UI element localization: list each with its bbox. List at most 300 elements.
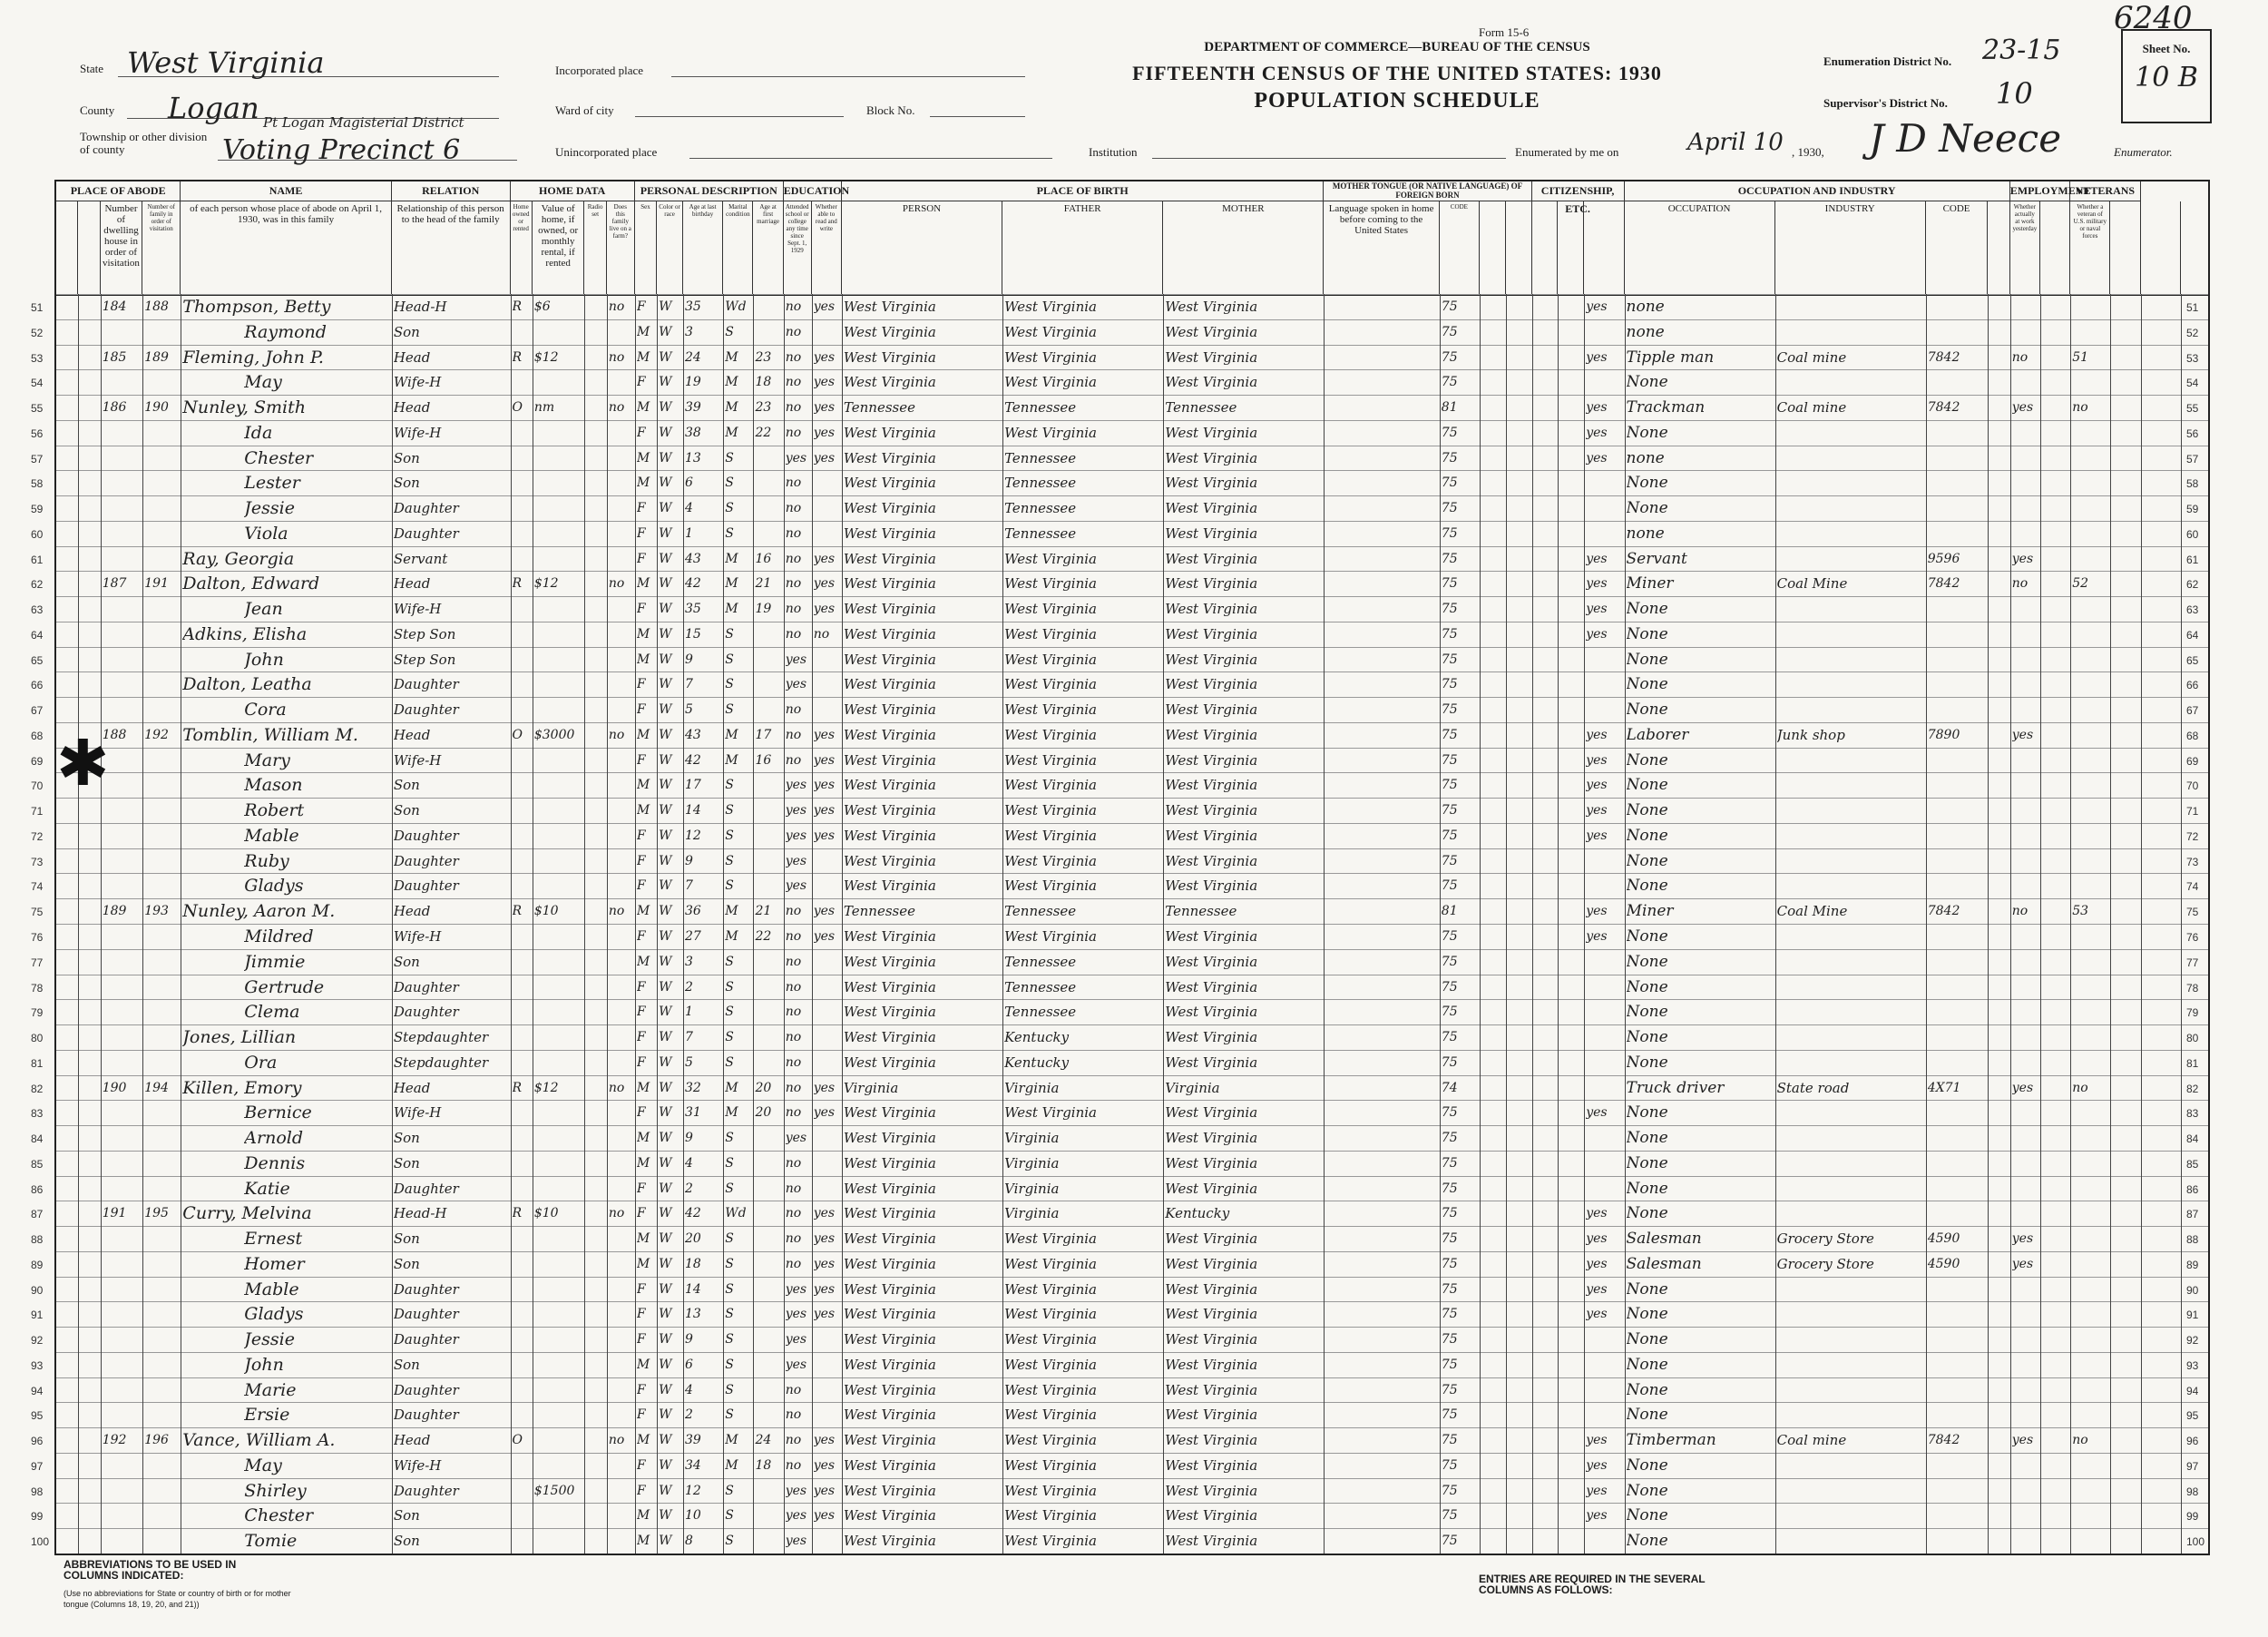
cell-code: 75 bbox=[1441, 778, 1458, 793]
cell-name: Ray, Georgia bbox=[182, 548, 295, 569]
cell-sex: M bbox=[636, 324, 650, 339]
cell-sex: M bbox=[636, 1131, 650, 1146]
cell-vet: 53 bbox=[2072, 904, 2089, 919]
cell-mb: West Virginia bbox=[1165, 500, 1258, 517]
cell-pb: West Virginia bbox=[843, 978, 936, 995]
cell-eng: yes bbox=[1586, 1206, 1608, 1221]
cell-pb: West Virginia bbox=[843, 374, 936, 391]
cell-eng: yes bbox=[1586, 1231, 1608, 1247]
row-number: 56 bbox=[2186, 426, 2199, 440]
row-number: 86 bbox=[31, 1182, 44, 1196]
cell-occ: None bbox=[1626, 650, 1668, 669]
column-header: Number of dwelling house in order of visitation bbox=[101, 201, 143, 294]
cell-vet: no bbox=[2072, 400, 2088, 416]
cell-sch: no bbox=[785, 324, 802, 339]
cell-fb: West Virginia bbox=[1004, 726, 1097, 743]
cell-race: W bbox=[659, 1457, 672, 1473]
row-number: 85 bbox=[2186, 1157, 2199, 1171]
cell-age: 2 bbox=[684, 1407, 693, 1423]
cell-race: W bbox=[659, 1281, 672, 1297]
table-row bbox=[31, 823, 2208, 848]
cell-fb: Tennessee bbox=[1004, 500, 1077, 517]
cell-mar: S bbox=[725, 702, 734, 718]
cell-code: 75 bbox=[1441, 1030, 1458, 1045]
cell-race: W bbox=[659, 1332, 672, 1348]
column-header: Radio set bbox=[584, 201, 606, 294]
cell-farm: no bbox=[608, 904, 625, 919]
cell-race: W bbox=[659, 1382, 672, 1397]
cell-rel: Son bbox=[393, 323, 420, 340]
cell-code: 75 bbox=[1441, 803, 1458, 818]
row-number: 54 bbox=[31, 377, 44, 390]
column-group-header: HOME DATA bbox=[511, 181, 635, 201]
cell-sex: M bbox=[636, 349, 650, 365]
cell-pb: West Virginia bbox=[843, 1255, 936, 1272]
table-row bbox=[31, 446, 2208, 471]
cell-sch: yes bbox=[785, 853, 807, 868]
cell-rd: yes bbox=[813, 727, 836, 742]
cell-occ: None bbox=[1626, 474, 1668, 493]
cell-vet: 51 bbox=[2072, 349, 2089, 365]
row-number: 52 bbox=[31, 326, 44, 339]
cell-rd: yes bbox=[813, 778, 836, 793]
cell-sex: M bbox=[636, 1155, 650, 1171]
cell-code: 75 bbox=[1441, 1407, 1458, 1423]
row-number: 51 bbox=[2186, 301, 2199, 314]
cell-sex: M bbox=[636, 778, 650, 793]
cell-eng: yes bbox=[1586, 727, 1608, 742]
cell-pb: West Virginia bbox=[843, 475, 936, 492]
cell-sex: F bbox=[636, 1382, 646, 1397]
cell-name: Tomblin, William M. bbox=[182, 724, 358, 745]
cell-rel: Son bbox=[393, 475, 420, 492]
cell-rel: Head bbox=[393, 575, 431, 593]
cell-mb: West Virginia bbox=[1165, 299, 1258, 315]
cell-name: John bbox=[244, 649, 284, 670]
cell-pb: Virginia bbox=[843, 1079, 899, 1096]
cell-mar: S bbox=[725, 1332, 734, 1348]
enum-district-label: Enumeration District No. bbox=[1823, 54, 1952, 68]
cell-occ: None bbox=[1626, 1153, 1668, 1172]
cell-own: O bbox=[512, 727, 523, 742]
incorporated-label: Incorporated place bbox=[555, 64, 644, 77]
table-row bbox=[31, 1125, 2208, 1151]
cell-race: W bbox=[659, 1131, 672, 1146]
cell-sch: no bbox=[785, 979, 802, 995]
cell-name: Dennis bbox=[244, 1152, 306, 1173]
cell-sex: M bbox=[636, 1433, 650, 1448]
cell-name: Clema bbox=[244, 1002, 300, 1023]
cell-sch: no bbox=[785, 1054, 802, 1070]
cell-sch: no bbox=[785, 1105, 802, 1121]
row-number: 91 bbox=[2186, 1309, 2199, 1322]
cell-mar: S bbox=[725, 979, 734, 995]
cell-eng: yes bbox=[1586, 1508, 1608, 1524]
row-number: 75 bbox=[2186, 906, 2199, 919]
cell-race: W bbox=[659, 1534, 672, 1549]
cell-fb: West Virginia bbox=[1004, 424, 1097, 441]
cell-rel: Son bbox=[393, 1154, 420, 1171]
cell-name: Chester bbox=[244, 1505, 314, 1526]
column-header: Home owned or rented bbox=[511, 201, 533, 294]
cell-mar: S bbox=[725, 1005, 734, 1020]
cell-mar: S bbox=[725, 1054, 734, 1070]
cell-sch: yes bbox=[785, 1483, 807, 1498]
row-number: 98 bbox=[31, 1485, 44, 1498]
cell-fb: West Virginia bbox=[1004, 1230, 1097, 1248]
cell-pb: West Virginia bbox=[843, 1482, 936, 1499]
column-header bbox=[78, 201, 100, 294]
cell-sex: F bbox=[636, 979, 646, 995]
cell-rd: yes bbox=[813, 1080, 836, 1095]
row-number: 60 bbox=[2186, 527, 2199, 541]
cell-race: W bbox=[659, 576, 672, 592]
cell-fb: Kentucky bbox=[1004, 1029, 1070, 1046]
cell-eng: yes bbox=[1586, 1433, 1608, 1448]
cell-fb: West Virginia bbox=[1004, 802, 1097, 819]
population-table bbox=[31, 180, 2210, 1555]
cell-sch: yes bbox=[785, 450, 807, 466]
row-number: 74 bbox=[2186, 880, 2199, 894]
cell-fb: West Virginia bbox=[1004, 676, 1097, 693]
cell-mb: West Virginia bbox=[1165, 827, 1258, 844]
cell-eng: yes bbox=[1586, 752, 1608, 768]
column-divider bbox=[2070, 294, 2071, 1554]
cell-sch: no bbox=[785, 375, 802, 390]
cell-code: 75 bbox=[1441, 626, 1458, 642]
cell-age: 7 bbox=[684, 677, 693, 692]
cell-eng: yes bbox=[1586, 1256, 1608, 1271]
cell-rd: yes bbox=[813, 450, 836, 466]
table-row bbox=[31, 975, 2208, 1000]
column-divider bbox=[101, 294, 102, 1554]
cell-sch: no bbox=[785, 1382, 802, 1397]
cell-occ: None bbox=[1626, 1053, 1668, 1072]
row-number: 91 bbox=[31, 1309, 44, 1322]
cell-occ: None bbox=[1626, 1103, 1668, 1122]
cell-name: Ernest bbox=[244, 1229, 303, 1250]
cell-mb: Virginia bbox=[1165, 1079, 1220, 1096]
cell-race: W bbox=[659, 400, 672, 416]
cell-sex: F bbox=[636, 1483, 646, 1498]
table-row bbox=[31, 647, 2208, 672]
cell-ind: Coal mine bbox=[1776, 399, 1847, 417]
cell-fb: West Virginia bbox=[1004, 374, 1097, 391]
cell-mar: M bbox=[725, 752, 738, 768]
column-group-header: VETERANS bbox=[2070, 181, 2141, 201]
cell-farm: no bbox=[608, 727, 625, 742]
cell-age: 1 bbox=[684, 525, 693, 541]
cell-mb: West Virginia bbox=[1165, 601, 1258, 618]
cell-pb: West Virginia bbox=[843, 726, 936, 743]
column-header bbox=[2110, 201, 2140, 294]
row-number: 84 bbox=[31, 1132, 44, 1146]
row-number: 84 bbox=[2186, 1132, 2199, 1146]
row-number: 98 bbox=[2186, 1485, 2199, 1498]
cell-name: Homer bbox=[244, 1253, 305, 1274]
cell-pb: West Virginia bbox=[843, 1280, 936, 1298]
cell-pb: West Virginia bbox=[843, 323, 936, 340]
cell-sex: M bbox=[636, 1357, 650, 1372]
cell-code: 81 bbox=[1441, 904, 1458, 919]
cell-pb: West Virginia bbox=[843, 449, 936, 466]
column-divider bbox=[511, 294, 512, 1554]
cell-dw: 186 bbox=[102, 400, 127, 416]
cell-code: 75 bbox=[1441, 828, 1458, 843]
cell-sex: M bbox=[636, 475, 650, 491]
cell-sex: M bbox=[636, 1080, 650, 1095]
cell-agem: 16 bbox=[755, 752, 772, 768]
table-row bbox=[31, 319, 2208, 345]
column-header: Value of home, if owned, or monthly rental, if rented bbox=[533, 201, 585, 294]
table-row bbox=[31, 671, 2208, 697]
cell-mar: Wd bbox=[725, 1206, 747, 1221]
cell-ind: Grocery Store bbox=[1776, 1255, 1874, 1272]
cell-age: 15 bbox=[684, 626, 701, 642]
cell-ind: Coal Mine bbox=[1776, 903, 1848, 920]
cell-rd: yes bbox=[813, 752, 836, 768]
row-number: 78 bbox=[31, 981, 44, 995]
cell-age: 2 bbox=[684, 979, 693, 995]
cell-mb: West Virginia bbox=[1165, 1180, 1258, 1197]
cell-eng: yes bbox=[1586, 576, 1608, 592]
cell-own: R bbox=[512, 576, 523, 592]
cell-eng: yes bbox=[1586, 602, 1608, 617]
cell-mb: West Virginia bbox=[1165, 1381, 1258, 1398]
cell-fb: West Virginia bbox=[1004, 1306, 1097, 1323]
cell-occode: 7842 bbox=[1927, 400, 1960, 416]
cell-code: 75 bbox=[1441, 979, 1458, 995]
cell-fb: Virginia bbox=[1004, 1130, 1060, 1147]
cell-sex: F bbox=[636, 1332, 646, 1348]
cell-pb: West Virginia bbox=[843, 852, 936, 869]
cell-sex: F bbox=[636, 1005, 646, 1020]
row-number: 96 bbox=[31, 1435, 44, 1448]
cell-eng: yes bbox=[1586, 1457, 1608, 1473]
column-header: OCCUPATION bbox=[1625, 201, 1775, 294]
cell-rel: Daughter bbox=[393, 877, 459, 895]
column-header: CODE bbox=[1926, 201, 1989, 294]
row-number: 97 bbox=[31, 1459, 44, 1473]
table-row bbox=[31, 1226, 2208, 1251]
row-number: 52 bbox=[2186, 326, 2199, 339]
cell-age: 7 bbox=[684, 1030, 693, 1045]
cell-farm: no bbox=[608, 576, 625, 592]
cell-mar: Wd bbox=[725, 299, 747, 314]
cell-fam: 189 bbox=[144, 349, 169, 365]
cell-code: 75 bbox=[1441, 652, 1458, 667]
cell-rd: yes bbox=[813, 400, 836, 416]
cell-eng: yes bbox=[1586, 1483, 1608, 1498]
cell-pb: West Virginia bbox=[843, 777, 936, 794]
cell-race: W bbox=[659, 727, 672, 742]
cell-sex: M bbox=[636, 576, 650, 592]
cell-name: Lester bbox=[244, 473, 300, 494]
column-divider bbox=[2110, 294, 2111, 1554]
cell-mb: West Virginia bbox=[1165, 550, 1258, 567]
cell-pb: West Virginia bbox=[843, 1507, 936, 1524]
table-row bbox=[31, 1024, 2208, 1050]
cell-race: W bbox=[659, 1508, 672, 1524]
cell-pb: West Virginia bbox=[843, 424, 936, 441]
cell-fb: West Virginia bbox=[1004, 1280, 1097, 1298]
schedule-title: POPULATION SCHEDULE bbox=[1254, 89, 1540, 113]
cell-occ: None bbox=[1626, 1179, 1668, 1198]
cell-rel: Wife-H bbox=[393, 424, 442, 441]
table-row bbox=[31, 697, 2208, 722]
column-header: Number of family in order of visitation bbox=[142, 201, 181, 294]
cell-sex: F bbox=[636, 602, 646, 617]
cell-code: 75 bbox=[1441, 1131, 1458, 1146]
cell-mar: S bbox=[725, 853, 734, 868]
cell-emp: yes bbox=[2011, 1231, 2034, 1247]
cell-occ: None bbox=[1626, 1506, 1668, 1525]
column-header bbox=[1558, 201, 1584, 294]
table-row bbox=[31, 596, 2208, 622]
cell-name: Jean bbox=[244, 599, 283, 620]
cell-occ: None bbox=[1626, 977, 1668, 996]
cell-mb: West Virginia bbox=[1165, 1456, 1258, 1474]
row-number: 92 bbox=[2186, 1334, 2199, 1348]
row-number: 55 bbox=[31, 402, 44, 416]
column-divider bbox=[1480, 294, 1481, 1554]
cell-mar: S bbox=[725, 1508, 734, 1524]
cell-age: 12 bbox=[684, 1483, 701, 1498]
cell-occ: None bbox=[1626, 1380, 1668, 1399]
cell-agem: 21 bbox=[755, 904, 772, 919]
cell-fb: West Virginia bbox=[1004, 1356, 1097, 1373]
cell-rel: Son bbox=[393, 449, 420, 466]
cell-sex: F bbox=[636, 1407, 646, 1423]
column-group-header: EMPLOYMENT bbox=[2010, 181, 2070, 201]
cell-val: nm bbox=[533, 400, 555, 416]
row-number: 61 bbox=[31, 553, 44, 566]
cell-fam: 195 bbox=[144, 1206, 169, 1221]
cell-mar: S bbox=[725, 1407, 734, 1423]
cell-occode: 7842 bbox=[1927, 349, 1960, 365]
cell-sch: no bbox=[785, 501, 802, 516]
cell-mb: West Virginia bbox=[1165, 1054, 1258, 1071]
supervisor-label: Supervisor's District No. bbox=[1823, 96, 1948, 110]
row-number: 76 bbox=[2186, 931, 2199, 944]
cell-fb: Tennessee bbox=[1004, 978, 1077, 995]
cell-rd: yes bbox=[813, 1457, 836, 1473]
county-value: Logan bbox=[168, 91, 259, 125]
column-header: of each person whose place of abode on April 1, 1930, was in this family bbox=[181, 201, 392, 294]
asterisk-mark: ✱ bbox=[56, 730, 110, 799]
cell-race: W bbox=[659, 551, 672, 566]
cell-rd: yes bbox=[813, 803, 836, 818]
cell-sex: F bbox=[636, 1206, 646, 1221]
cell-mb: West Virginia bbox=[1165, 424, 1258, 441]
cell-farm: no bbox=[608, 299, 625, 314]
cell-mar: S bbox=[725, 803, 734, 818]
cell-code: 75 bbox=[1441, 1534, 1458, 1549]
cell-code: 75 bbox=[1441, 1005, 1458, 1020]
row-number: 65 bbox=[31, 653, 44, 667]
cell-sch: no bbox=[785, 904, 802, 919]
table-row bbox=[31, 1352, 2208, 1377]
cell-pb: West Virginia bbox=[843, 928, 936, 945]
cell-pb: Tennessee bbox=[843, 903, 915, 920]
cell-race: W bbox=[659, 375, 672, 390]
cell-sch: no bbox=[785, 929, 802, 944]
cell-pb: West Virginia bbox=[843, 1154, 936, 1171]
cell-age: 14 bbox=[684, 1281, 701, 1297]
cell-mar: S bbox=[725, 1131, 734, 1146]
cell-own: R bbox=[512, 1080, 523, 1095]
row-number: 82 bbox=[31, 1082, 44, 1095]
column-divider bbox=[1163, 294, 1164, 1554]
cell-occ: None bbox=[1626, 701, 1668, 720]
cell-vet: no bbox=[2072, 1433, 2088, 1448]
institution-label: Institution bbox=[1089, 145, 1138, 159]
row-number: 77 bbox=[31, 956, 44, 969]
row-number: 100 bbox=[2186, 1535, 2205, 1549]
cell-rd: yes bbox=[813, 602, 836, 617]
cell-mb: West Virginia bbox=[1165, 978, 1258, 995]
cell-pb: West Virginia bbox=[843, 1130, 936, 1147]
table-row bbox=[31, 1453, 2208, 1478]
cell-vet: no bbox=[2072, 1080, 2088, 1095]
county-label: County bbox=[80, 103, 115, 117]
cell-fb: Virginia bbox=[1004, 1180, 1060, 1197]
cell-rd: yes bbox=[813, 1483, 836, 1498]
column-divider bbox=[1324, 294, 1325, 1554]
cell-emp: yes bbox=[2011, 1080, 2034, 1095]
cell-pb: West Virginia bbox=[843, 1381, 936, 1398]
block-label: Block No. bbox=[866, 103, 915, 117]
cell-occ: None bbox=[1626, 952, 1668, 971]
cell-rel: Daughter bbox=[393, 827, 459, 844]
cell-age: 8 bbox=[684, 1534, 693, 1549]
column-header: INDUSTRY bbox=[1775, 201, 1926, 294]
cell-fb: Tennessee bbox=[1004, 953, 1077, 970]
row-number: 100 bbox=[31, 1535, 50, 1549]
cell-mb: West Virginia bbox=[1165, 1154, 1258, 1171]
cell-eng: yes bbox=[1586, 626, 1608, 642]
cell-race: W bbox=[659, 878, 672, 894]
cell-age: 7 bbox=[684, 878, 693, 894]
column-group-header: PERSONAL DESCRIPTION bbox=[635, 181, 784, 201]
cell-rel: Daughter bbox=[393, 1331, 459, 1348]
cell-rel: Daughter bbox=[393, 1407, 459, 1424]
cell-rd: yes bbox=[813, 349, 836, 365]
row-number: 93 bbox=[31, 1358, 44, 1372]
cell-age: 43 bbox=[684, 727, 701, 742]
cell-occode: 7842 bbox=[1927, 1433, 1960, 1448]
cell-age: 17 bbox=[684, 778, 701, 793]
cell-race: W bbox=[659, 450, 672, 466]
cell-race: W bbox=[659, 1231, 672, 1247]
table-row bbox=[31, 1301, 2208, 1327]
cell-occ: None bbox=[1626, 1129, 1668, 1148]
cell-pb: West Virginia bbox=[843, 802, 936, 819]
sheet-value: 10 B bbox=[2135, 62, 2198, 93]
cell-name: Gladys bbox=[244, 1304, 304, 1325]
cell-age: 42 bbox=[684, 1206, 701, 1221]
row-number: 87 bbox=[2186, 1208, 2199, 1221]
cell-emp: no bbox=[2011, 576, 2028, 592]
cell-mb: West Virginia bbox=[1165, 374, 1258, 391]
enumerated-label: Enumerated by me on bbox=[1515, 145, 1619, 159]
cell-occ: None bbox=[1626, 750, 1668, 769]
table-row bbox=[31, 1478, 2208, 1504]
cell-mar: S bbox=[725, 828, 734, 843]
cell-eng: yes bbox=[1586, 1307, 1608, 1322]
cell-race: W bbox=[659, 626, 672, 642]
cell-rd: yes bbox=[813, 828, 836, 843]
